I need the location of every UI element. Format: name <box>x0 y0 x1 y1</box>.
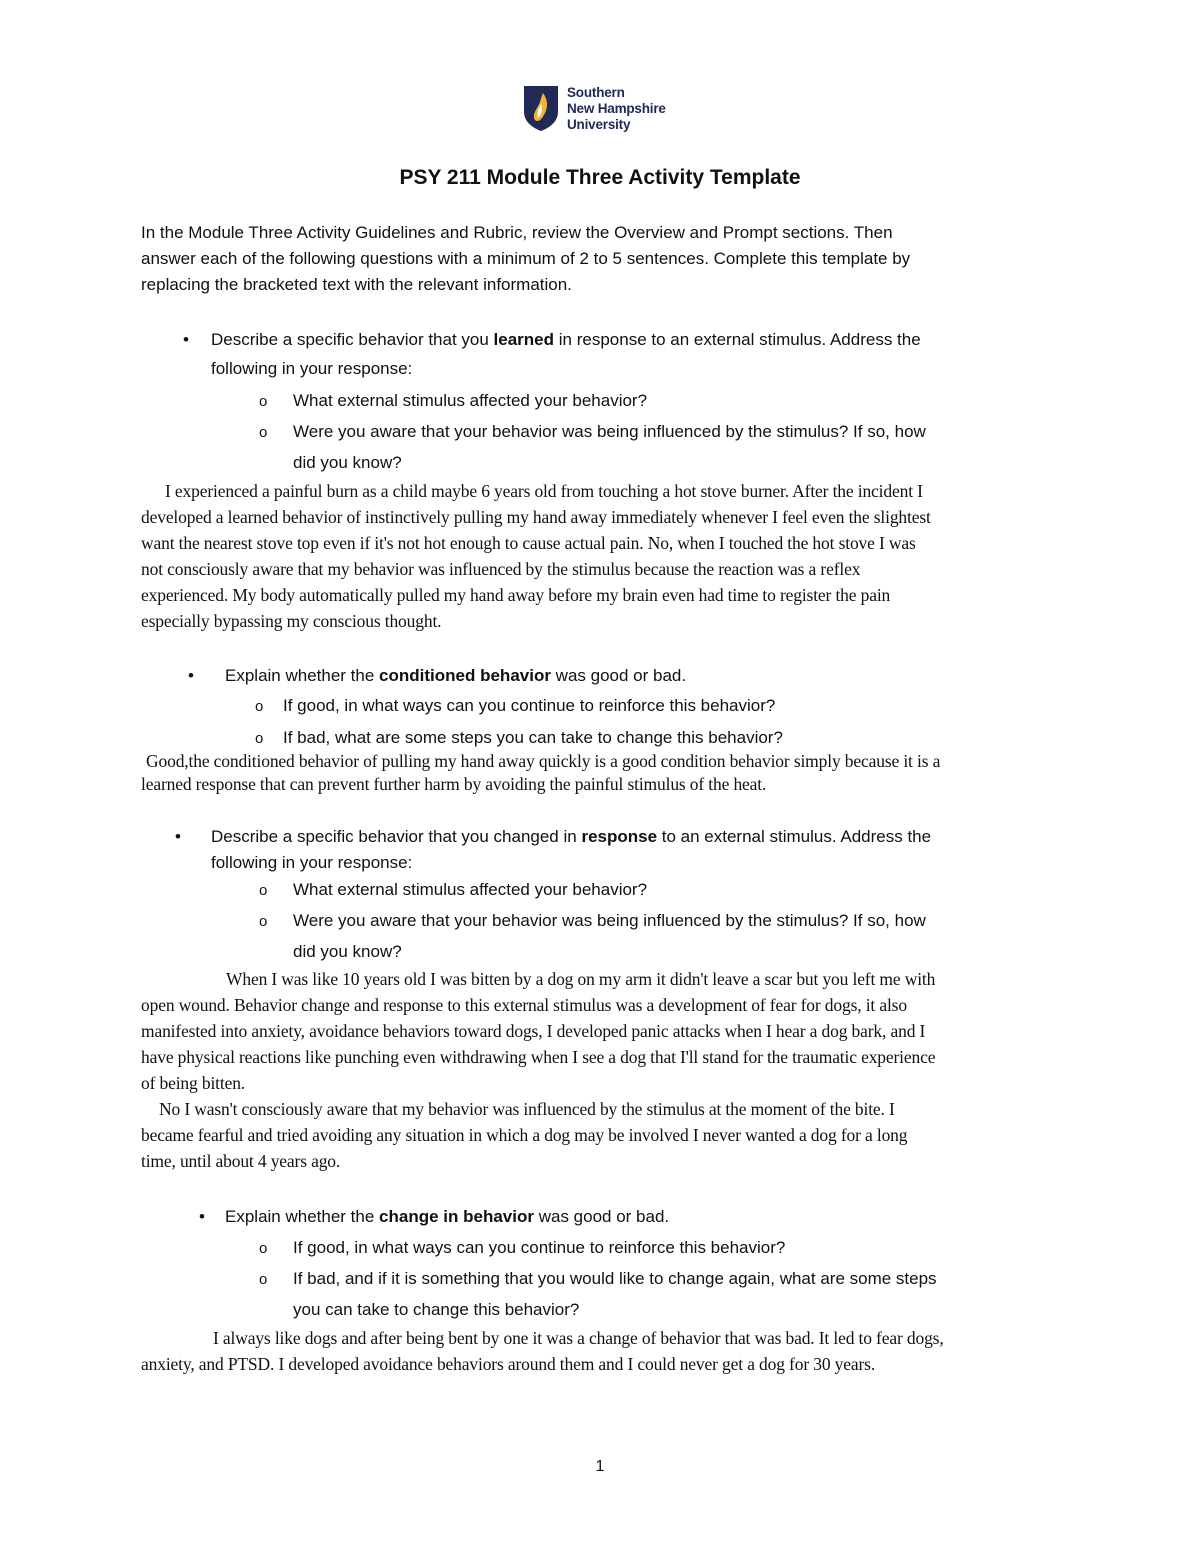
answer-line: especially bypassing my conscious thought. <box>141 611 442 631</box>
bullet-icon: • <box>199 1207 205 1226</box>
question-3-line-2: following in your response: <box>211 853 413 872</box>
circle-bullet-icon: o <box>259 913 268 930</box>
logo-line-1: Southern <box>567 85 625 100</box>
intro-paragraph <box>141 220 1081 298</box>
answer-line: I experienced a painful burn as a child maybe 6 years old from touching a hot stove burner. After the incident I <box>165 481 923 501</box>
answer-3 <box>141 966 1081 1174</box>
answer-line: open wound. Behavior change and response to this external stimulus was a development of fear for dogs, it also <box>141 995 907 1015</box>
answer-line: learned response that can prevent further harm by avoiding the painful stimulus of the heat. <box>141 774 767 794</box>
flame-shield-icon <box>522 84 560 132</box>
answer-line: have physical reactions like punching even withdrawing when I see a dog that I'll stand for the traumatic experience <box>141 1047 936 1067</box>
answer-line: When I was like 10 years old I was bitten by a dog on my arm it didn't leave a scar but you left me with <box>226 969 936 989</box>
question-4-text: Explain whether the change in behavior was good or bad. <box>225 1207 670 1226</box>
answer-line: want the nearest stove top even if it's not hot enough to cause actual pain. No, when I touched the hot stove I was <box>141 533 916 553</box>
question-2-text: Explain whether the conditioned behavior was good or bad. <box>225 666 687 685</box>
answer-line: anxiety, and PTSD. I developed avoidance behaviors around them and I could never get a dog for 30 years. <box>141 1354 876 1374</box>
circle-bullet-icon: o <box>259 882 268 899</box>
circle-bullet-icon: o <box>259 1240 268 1257</box>
answer-line: of being bitten. <box>141 1073 246 1093</box>
question-3-text: Describe a specific behavior that you changed in response to an external stimulus. Address the <box>211 827 932 846</box>
circle-bullet-icon: o <box>259 393 268 410</box>
question-1-line-2: following in your response: <box>211 359 413 378</box>
university-logo <box>522 84 692 136</box>
bullet-icon: • <box>188 666 194 685</box>
answer-line: Good,the conditioned behavior of pulling my hand away quickly is a good condition behavior simply because it is a <box>146 751 941 771</box>
answer-line: experienced. My body automatically pulled my hand away before my brain even had time to register the pain <box>141 585 891 605</box>
intro-line: answer each of the following questions with a minimum of 2 to 5 sentences. Complete this template by <box>141 249 911 268</box>
page-number: 1 <box>595 1458 605 1475</box>
circle-bullet-icon: o <box>255 730 264 747</box>
answer-line: became fearful and tried avoiding any situation in which a dog may be involved I never wanted a dog for a long <box>141 1125 908 1145</box>
answer-line: not consciously aware that my behavior was influenced by the stimulus because the reaction was a reflex <box>141 559 861 579</box>
bullet-icon: • <box>183 330 189 349</box>
answer-line: manifested into anxiety, avoidance behaviors toward dogs, I developed panic attacks when I hear a dog bark, and I <box>141 1021 926 1041</box>
answer-line: time, until about 4 years ago. <box>141 1151 341 1171</box>
document-page: Southern New Hampshire University PSY 211 Module Three Activity Template In the Module Three Activity Guidelines and Rubric, review the Overview and Prompt sections. Then answer each of the following questions with a minimum of 2 to 5 sentences. Complete this template by replacing the bracketed text with the relevant information. • Describe a specific behavior that you learned in response to an external stimulus. Address the following in your response: o What external stimulus affected your behavior? o Were you aware that your behavior was being influenced by the stimulus? If so, how did you know? I experienced a painful burn as a child maybe 6 years old from touching a hot stove burner. After the incident I developed a learned behavior of instinctively pulling my hand away immediately whenever I feel even the slightest want the nearest stove top even if it's not hot enough to cause actual pain. No, when I touched the hot stove I was not consciously aware that my behavior was influenced by the stimulus because the reaction was a reflex experienced. My body automatically pulled my hand away before my brain even had time to register the pain especially bypassing my conscious thought. • Explain whether the conditioned behavior was good or bad. o If good, in what ways can you continue to reinforce this behavior? o If bad, what are some steps you can take to change this behavior? Good,the conditioned behavior of pulling my hand away quickly is a good condition behavior simply because it is a learned response that can prevent further harm by avoiding the painful stimulus of the heat. • Describe a specific behavior that you changed in response to an external stimulus. Address the following in your response: o What external stimulus affected your behavior? o Were you aware that your behavior was being influenced by the stimulus? If so, how did you know? When I was like 10 years old I was bitten by a dog on my arm it didn't leave a scar but you left me with open wound. Behavior change and response to this external stimulus was a development of fear for dogs, it also manifested into anxiety, avoidance behaviors toward dogs, I developed panic attacks when I hear a dog bark, and I have physical reactions like punching even withdrawing when I see a dog that I'll stand for the traumatic experience of being bitten. No I wasn't consciously aware that my behavior was influenced by the stimulus at the moment of the bite. I became fearful and tried avoiding any situation in which a dog may be involved I never wanted a dog for a long time, until about 4 years ago. • Explain whether the change in behavior was good or bad. o If good, in what ways can you continue to reinforce this behavior? o If bad, and if it is something that you would like to change again, what are some steps you can take to change this behavior? I always like dogs and after being bent by one it was a change of behavior that was bad. It led to fear dogs, anxiety, and PTSD. I developed avoidance behaviors around them and I could never get a dog for 30 years. 1 <box>0 0 1200 1553</box>
answer-2 <box>141 750 1081 796</box>
logo-line-3: University <box>567 117 631 132</box>
answer-1 <box>141 478 1081 634</box>
circle-bullet-icon: o <box>259 424 268 441</box>
answer-line: developed a learned behavior of instinctively pulling my hand away immediately whenever I feel even the slightest <box>141 507 931 527</box>
answer-line: I always like dogs and after being bent by one it was a change of behavior that was bad. It led to fear dogs, <box>213 1328 944 1348</box>
circle-bullet-icon: o <box>259 1271 268 1288</box>
bullet-icon: • <box>175 827 181 846</box>
answer-4 <box>141 1325 1081 1377</box>
intro-line: replacing the bracketed text with the relevant information. <box>141 275 572 294</box>
answer-line: No I wasn't consciously aware that my behavior was influenced by the stimulus at the moment of the bite. I <box>159 1099 895 1119</box>
intro-line: In the Module Three Activity Guidelines and Rubric, review the Overview and Prompt sections. Then <box>141 223 893 242</box>
logo-line-2: New Hampshire <box>567 101 666 116</box>
circle-bullet-icon: o <box>255 698 264 715</box>
question-1-text: Describe a specific behavior that you learned in response to an external stimulus. Address the <box>211 330 921 349</box>
document-title: PSY 211 Module Three Activity Template <box>399 166 801 189</box>
